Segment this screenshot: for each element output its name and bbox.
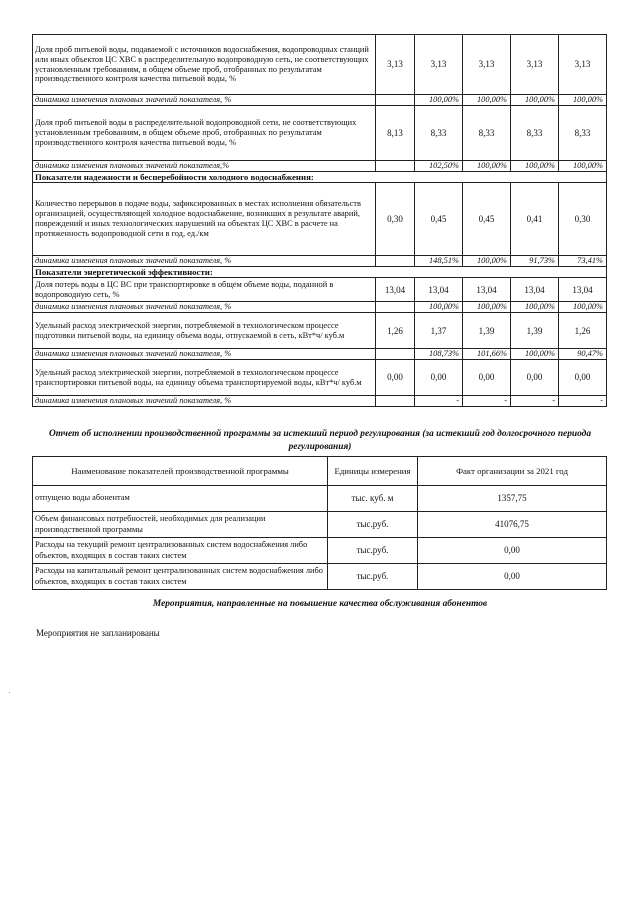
- section-header-row: [33, 267, 607, 278]
- indicator-label: Удельный расход электрической энергии, потребляемой в технологическом процессе транспортировки питьевой воды, на единицу объема транспортируемой воды, кВт*ч/ куб.м: [33, 360, 376, 396]
- indicator-label: Доля проб питьевой воды, подаваемой с источников водоснабжения, водопроводных станций или иных объектов ЦС ХВС в распределительную водопроводную сеть, не соответствующих установленным требованиям, в общем объеме проб, отобранных по результатам производственного контроля качества питьевой воды, %: [33, 35, 376, 95]
- indicator-value: 8,33: [511, 105, 559, 160]
- report-unit: тыс.руб.: [328, 512, 418, 538]
- indicator-value: 100,00%: [463, 256, 511, 267]
- indicator-value: 0,00: [511, 360, 559, 396]
- table-row: [33, 564, 607, 590]
- indicator-value: 100,00%: [463, 160, 511, 171]
- dynamics-row: [33, 95, 607, 106]
- dynamics-row: [33, 302, 607, 313]
- indicator-value: [376, 349, 415, 360]
- dynamics-row: [33, 160, 607, 171]
- indicator-value: 100,00%: [559, 302, 607, 313]
- report-value: 1357,75: [418, 486, 607, 512]
- scan-artifact: [9, 692, 10, 693]
- indicator-value: 0,00: [376, 360, 415, 396]
- indicator-label: Количество перерывов в подаче воды, зафиксированных в местах исполнения обязательств организацией, осуществляющей холодное водоснабжение, возникших в результате аварий, повреждений и иных технологических нарушений на объектах ЦС ХВС в расчете на протяженность водопроводной сети в год, ед./км: [33, 183, 376, 256]
- report-header-row: [33, 457, 607, 486]
- indicator-value: 0,45: [415, 183, 463, 256]
- report-value: 41076,75: [418, 512, 607, 538]
- indicator-value: 0,45: [463, 183, 511, 256]
- indicator-value: 8,13: [376, 105, 415, 160]
- report-unit: тыс.руб.: [328, 538, 418, 564]
- indicator-value: 3,13: [463, 35, 511, 95]
- table-row: [33, 486, 607, 512]
- indicator-value: 1,37: [415, 313, 463, 349]
- indicator-value: 8,33: [559, 105, 607, 160]
- indicator-value: 100,00%: [463, 302, 511, 313]
- indicator-value: 0,00: [559, 360, 607, 396]
- indicator-value: -: [511, 396, 559, 407]
- measures-title: Мероприятия, направленные на повышение качества обслуживания абонентов: [152, 599, 488, 609]
- header-fact-2021: Факт организации за 2021 год: [418, 457, 607, 486]
- table-row: [33, 105, 607, 160]
- indicator-label: динамика изменения плановых значений показателя, %: [33, 396, 376, 407]
- measures-text: Мероприятия не запланированы: [36, 628, 160, 638]
- report-unit: тыс. куб. м: [328, 486, 418, 512]
- indicator-label: динамика изменения плановых значений показателя, %: [33, 256, 376, 267]
- indicator-value: 102,50%: [415, 160, 463, 171]
- indicator-value: -: [559, 396, 607, 407]
- table-row: [33, 538, 607, 564]
- indicator-value: 13,04: [463, 278, 511, 302]
- indicator-value: [376, 256, 415, 267]
- report-value: 0,00: [418, 564, 607, 590]
- indicator-label: Удельный расход электрической энергии, потребляемой в технологическом процессе подготовки питьевой воды, на единицу объема воды, отпускаемой в сеть, кВт*ч/ куб.м: [33, 313, 376, 349]
- indicator-value: 148,51%: [415, 256, 463, 267]
- indicator-value: 100,00%: [559, 160, 607, 171]
- section-header-row: [33, 171, 607, 182]
- indicator-label: Доля проб питьевой воды в распределительной водопроводной сети, не соответствующих установленным требованиям, в общем объеме проб, отобранных по результатам производственного контроля качества питьевой воды, %: [33, 105, 376, 160]
- indicator-value: 100,00%: [415, 302, 463, 313]
- header-unit: Единицы измерения: [328, 457, 418, 486]
- report-table: [32, 456, 607, 590]
- table-row: [33, 313, 607, 349]
- indicator-value: 100,00%: [511, 349, 559, 360]
- indicator-value: 3,13: [559, 35, 607, 95]
- report-title: Отчет об исполнении производственной программы за истекший период регулирования (за истекший год долгосрочного периода регулирования): [48, 429, 592, 452]
- indicator-value: 100,00%: [511, 160, 559, 171]
- indicator-value: 100,00%: [463, 95, 511, 106]
- indicator-value: 0,00: [463, 360, 511, 396]
- indicator-label: динамика изменения плановых значений показателя, %: [33, 349, 376, 360]
- indicator-value: -: [415, 396, 463, 407]
- report-name: Расходы на текущий ремонт централизованных систем водоснабжения либо объектов, входящих в состав таких систем: [33, 538, 328, 564]
- indicator-value: 8,33: [463, 105, 511, 160]
- indicator-value: 3,13: [511, 35, 559, 95]
- indicator-value: 0,30: [559, 183, 607, 256]
- indicator-label: динамика изменения плановых значений показателя,%: [33, 160, 376, 171]
- table-row: [33, 512, 607, 538]
- indicator-value: 3,13: [415, 35, 463, 95]
- indicator-value: 1,39: [511, 313, 559, 349]
- report-name: Расходы на капитальный ремонт централизованных систем водоснабжения либо объектов, входящих в состав таких систем: [33, 564, 328, 590]
- indicator-value: 8,33: [415, 105, 463, 160]
- indicator-value: 91,73%: [511, 256, 559, 267]
- indicator-value: [376, 160, 415, 171]
- indicator-value: 13,04: [559, 278, 607, 302]
- indicators-table: [32, 34, 607, 407]
- indicator-label: динамика изменения плановых значений показателя, %: [33, 95, 376, 106]
- indicator-value: 13,04: [415, 278, 463, 302]
- indicator-value: [376, 302, 415, 313]
- indicator-value: 73,41%: [559, 256, 607, 267]
- table-row: [33, 183, 607, 256]
- section-title: Показатели энергетической эффективности:: [33, 267, 607, 278]
- indicator-label: Доля потерь воды в ЦС ВС при транспортировке в общем объеме воды, поданной в водопроводную сеть, %: [33, 278, 376, 302]
- table-row: [33, 278, 607, 302]
- report-unit: тыс.руб.: [328, 564, 418, 590]
- table-row: [33, 360, 607, 396]
- table-row: [33, 35, 607, 95]
- indicator-value: 108,73%: [415, 349, 463, 360]
- indicator-value: 3,13: [376, 35, 415, 95]
- header-indicator-name: Наименование показателей производственной программы: [33, 457, 328, 486]
- indicator-value: 0,30: [376, 183, 415, 256]
- indicator-value: 1,26: [376, 313, 415, 349]
- indicator-value: 100,00%: [511, 302, 559, 313]
- indicator-value: 100,00%: [559, 95, 607, 106]
- indicator-value: [376, 95, 415, 106]
- dynamics-row: [33, 256, 607, 267]
- indicator-value: 1,26: [559, 313, 607, 349]
- indicator-value: -: [463, 396, 511, 407]
- indicator-value: 0,00: [415, 360, 463, 396]
- indicator-value: 90,47%: [559, 349, 607, 360]
- indicator-value: 1,39: [463, 313, 511, 349]
- dynamics-row: [33, 396, 607, 407]
- dynamics-row: [33, 349, 607, 360]
- indicator-value: [376, 396, 415, 407]
- indicator-value: 13,04: [376, 278, 415, 302]
- indicator-value: 0,41: [511, 183, 559, 256]
- indicator-value: 101,66%: [463, 349, 511, 360]
- indicator-value: 100,00%: [511, 95, 559, 106]
- report-name: отпущено воды абонентам: [33, 486, 328, 512]
- indicator-label: динамика изменения плановых значений показателя, %: [33, 302, 376, 313]
- report-value: 0,00: [418, 538, 607, 564]
- report-name: Объем финансовых потребностей, необходимых для реализации производственной программы: [33, 512, 328, 538]
- indicator-value: 13,04: [511, 278, 559, 302]
- indicator-value: 100,00%: [415, 95, 463, 106]
- section-title: Показатели надежности и бесперебойности холодного водоснабжения:: [33, 171, 607, 182]
